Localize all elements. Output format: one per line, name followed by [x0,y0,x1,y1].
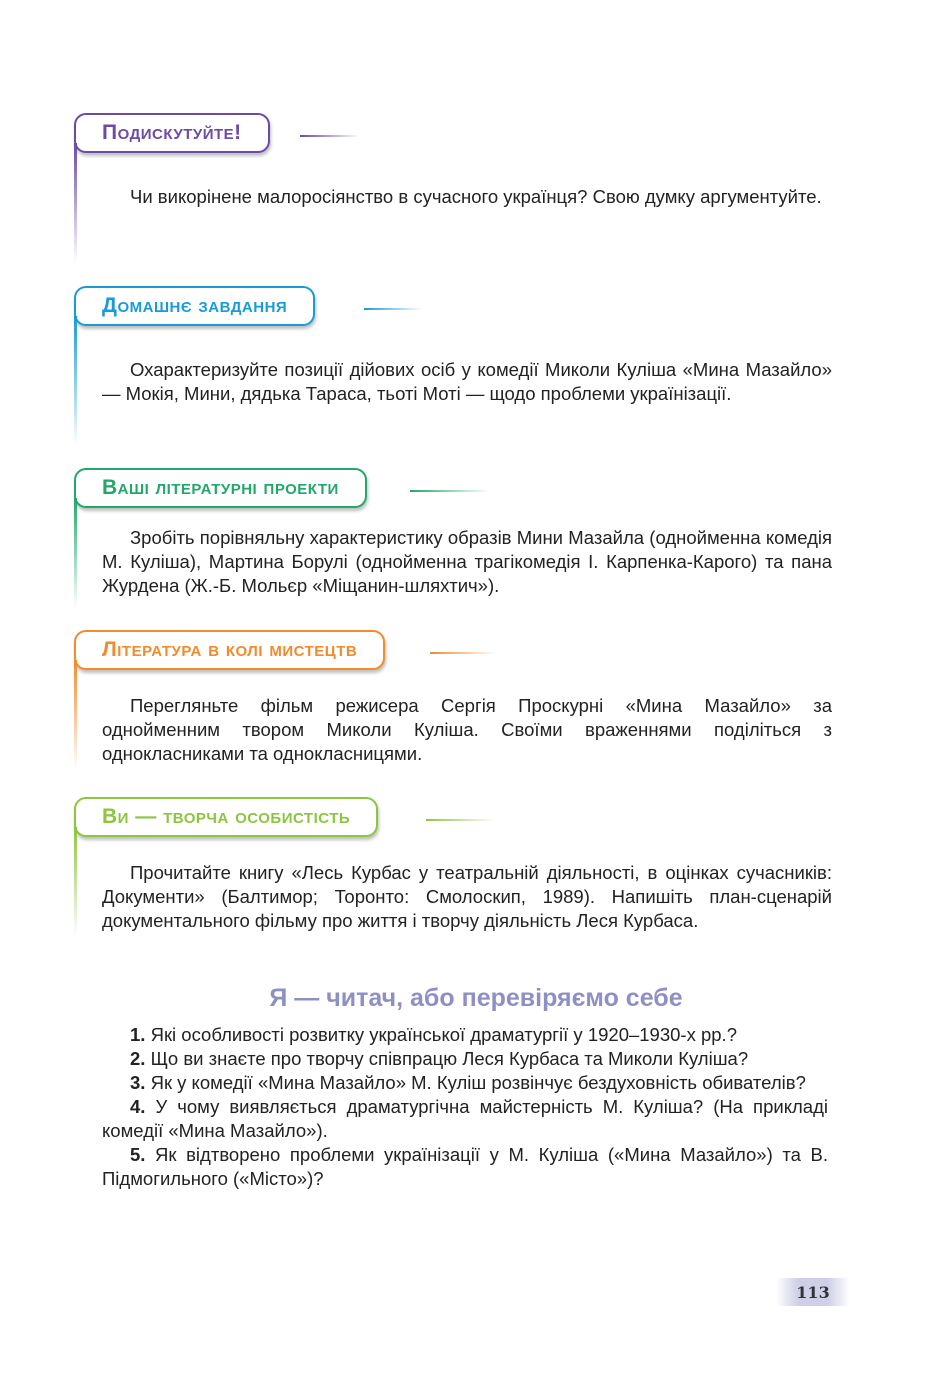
projects-section [72,468,832,598]
arts-heading-tab [74,630,385,670]
discuss-heading-line [300,135,360,137]
quiz-question-3 [102,1071,828,1095]
quiz-questions [102,1023,828,1191]
quiz-title: Я — читач, або перевіряємо себе [269,984,683,1012]
discuss-heading-tab [74,113,270,153]
question-number: 3. [130,1072,146,1093]
question-number: 4. [130,1096,146,1117]
discuss-side-line [74,143,77,263]
homework-heading-tab [74,286,315,326]
creative-heading-line [426,819,496,821]
discuss-heading: Подискутуйте! [102,121,242,144]
quiz-question-5 [102,1143,828,1191]
creative-side-line [74,827,77,937]
question-text: Які особливості розвитку української драматургії у 1920–1930-х рр.? [150,1024,737,1045]
creative-section [72,797,832,933]
homework-side-line [74,316,77,446]
creative-heading: Ви — творча особистість [102,805,351,828]
question-number: 1. [130,1024,146,1045]
question-number: 2. [130,1048,146,1069]
projects-side-line [74,498,77,608]
projects-heading-line [410,490,490,492]
quiz-question-4 [102,1095,828,1143]
discuss-text: Чи викорінене малоросіянство в сучасного українця? Свою думку аргументуйте. [130,186,822,207]
page-number: 113 [776,1278,850,1306]
projects-text: Зробіть порівняльну характеристику образів Мини Мазайла (однойменна комедія М. Куліша), Мартина Борулі (однойменна трагікомедія І. Карпенка-Карого) та пана Журдена (Ж.-Б. Мольєр «Міщанин-шляхтич»). [102,527,832,596]
homework-heading: Домашнє завдання [102,294,288,317]
question-text: Як відтворено проблеми українізації у М. Куліша («Мина Мазайло») та В. Підмогильного («Місто»)? [102,1144,828,1189]
arts-side-line [74,660,77,770]
arts-heading: Література в колі мистецтв [102,638,358,661]
homework-section [72,286,832,406]
creative-heading-tab [74,797,378,837]
question-text: У чому виявляється драматургічна майстерність М. Куліша? (На прикладі комедії «Мина Мазайло»). [102,1096,828,1141]
discuss-section [72,113,832,209]
question-number: 5. [130,1144,146,1165]
homework-heading-line [364,308,422,310]
homework-text: Охарактеризуйте позиції дійових осіб у комедії Миколи Куліша «Мина Мазайло» — Мокія, Мини, дядька Тараса, тьоті Моті — щодо проблеми українізації. [102,359,832,404]
quiz-question-2 [102,1047,828,1071]
question-text: Що ви знаєте про творчу співпрацю Леся Курбаса та Миколи Куліша? [150,1048,749,1069]
quiz-question-1 [102,1023,828,1047]
arts-text: Перегляньте фільм режисера Сергія Проскурні «Мина Мазайло» за однойменним твором Миколи Куліша. Своїми враженнями поділіться з однокласниками та однокласницями. [102,695,832,764]
question-text: Як у комедії «Мина Мазайло» М. Куліш розвінчує бездуховність обивателів? [150,1072,806,1093]
arts-heading-line [430,652,496,654]
projects-heading: Ваші літературні проекти [102,476,339,499]
projects-heading-tab [74,468,367,508]
creative-text: Прочитайте книгу «Лесь Курбас у театральній діяльності, в оцінках сучасників: Документи» (Балтимор; Торонто: Смолоскип, 1989). Напишіть план-сценарій документального фільму про життя і творчу діяльність Леся Курбаса. [102,862,832,931]
arts-section [72,630,832,766]
